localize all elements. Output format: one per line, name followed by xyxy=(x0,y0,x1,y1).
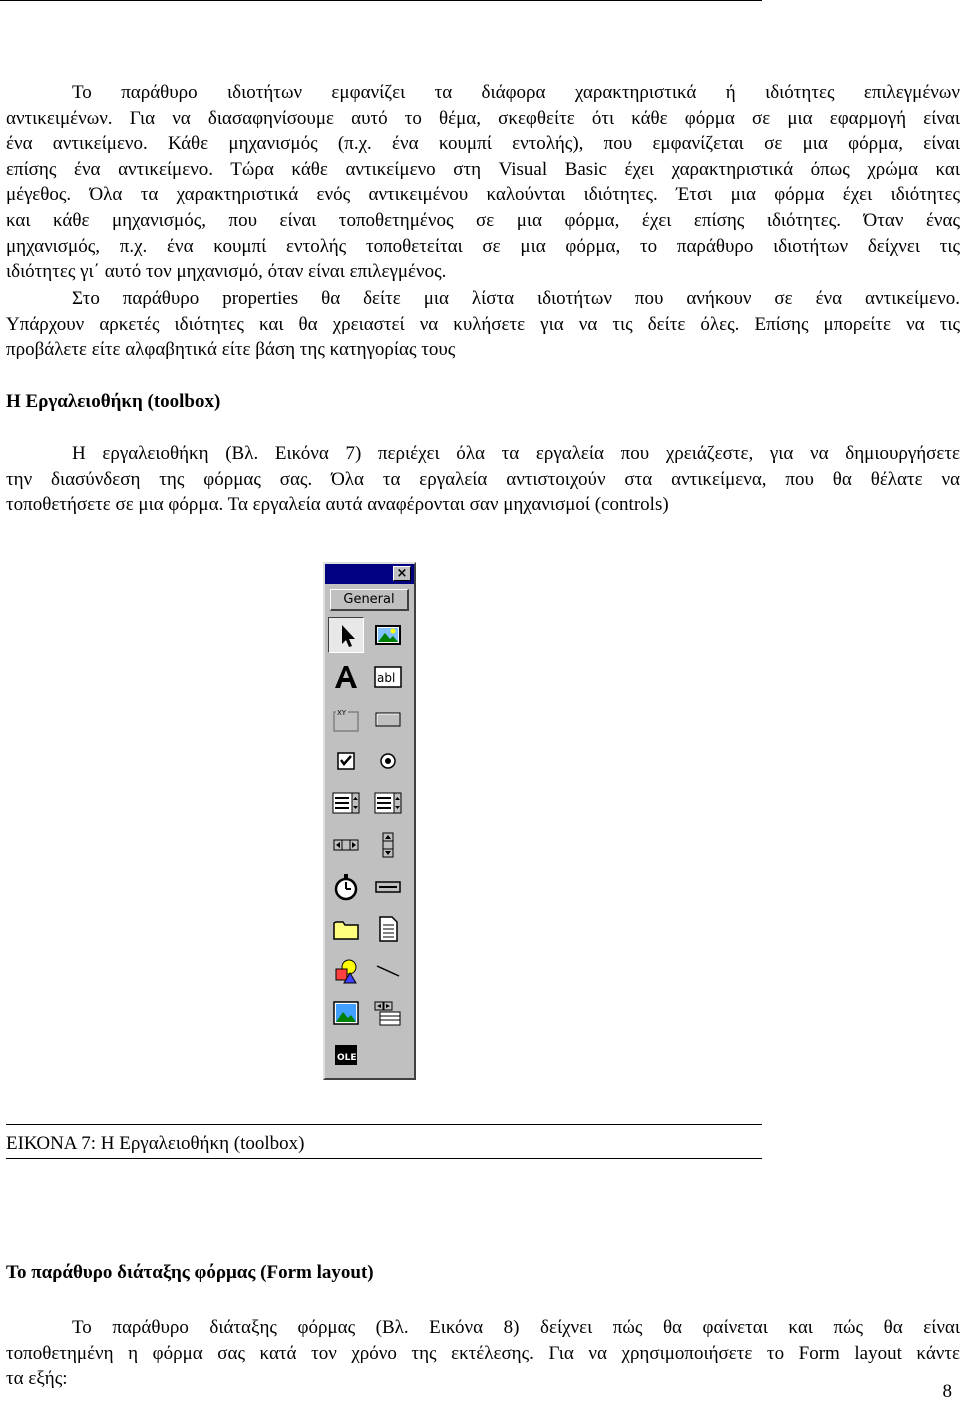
paragraph-line: ιδιότητες γι΄ αυτό τον μηχανισμό, όταν είναι επιλεγμένος. xyxy=(6,261,447,283)
drivelist-tool[interactable] xyxy=(370,869,406,905)
caption-rule-bottom xyxy=(6,1158,762,1159)
line-icon xyxy=(374,957,402,985)
shape-tool[interactable] xyxy=(328,953,364,989)
ole-icon-label: OLE xyxy=(337,1053,357,1063)
checkbox-tool[interactable] xyxy=(328,743,364,779)
toolbox-window xyxy=(323,562,416,1080)
command-button-tool[interactable] xyxy=(370,701,406,737)
option-button-icon xyxy=(374,747,402,775)
dirlist-tool[interactable] xyxy=(328,911,364,947)
drive-icon xyxy=(374,873,402,901)
hscrollbar-tool[interactable] xyxy=(328,827,364,863)
pointer-icon xyxy=(333,622,361,650)
label-tool[interactable] xyxy=(328,659,364,695)
paragraph-line: Στο παράθυρο properties θα δείτε μια λίστα ιδιοτήτων που ανήκουν σε ένα αντικείμενο. xyxy=(72,288,960,309)
listbox-icon xyxy=(374,789,402,817)
form-layout-heading: Το παράθυρο διάταξης φόρμας (Form layout) xyxy=(6,1262,374,1283)
top-rule xyxy=(0,0,762,1)
paragraph-line: την διασύνδεση της φόρμας σας. Όλα τα εργαλεία αντιστοιχούν στα αντικείμενα, που θα θέλατε να xyxy=(6,468,960,490)
page-number: 8 xyxy=(942,1381,952,1402)
folder-icon xyxy=(332,915,360,943)
figure-caption: ΕΙΚΟΝΑ 7: Η Εργαλειοθήκη (toolbox) xyxy=(6,1133,305,1154)
pointer-tool[interactable] xyxy=(328,617,364,653)
combobox-tool[interactable] xyxy=(328,785,364,821)
data-tool[interactable] xyxy=(370,995,406,1031)
paragraph-line: Το παράθυρο διάταξης φόρμας (Βλ. Εικόνα 8) δείχνει πώς θα φαίνεται και πώς θα είναι xyxy=(72,1317,960,1338)
paragraph-line: επίσης ένα αντικείμενο. Τώρα κάθε αντικείμενο στη Visual Basic έχει χαρακτηριστικά όπως χρώμα και xyxy=(6,158,960,180)
close-button[interactable]: × xyxy=(393,566,411,581)
paragraph-line: Η εργαλειοθήκη (Βλ. Εικόνα 7) περιέχει όλα τα εργαλεία που χρειάζεστε, για να δημιουργήσετε xyxy=(72,443,960,464)
form-layout-paragraph xyxy=(6,1315,960,1392)
image-tool[interactable] xyxy=(328,995,364,1031)
frame-tool[interactable] xyxy=(328,701,364,737)
ole-tool[interactable] xyxy=(328,1037,364,1073)
line-tool[interactable] xyxy=(370,953,406,989)
textbox-icon-label: abl xyxy=(377,671,396,685)
file-icon xyxy=(374,915,402,943)
textbox-tool[interactable] xyxy=(370,659,406,695)
timer-tool[interactable] xyxy=(328,869,364,905)
toolbox-heading: Η Εργαλειοθήκη (toolbox) xyxy=(6,391,221,412)
command-button-icon xyxy=(374,705,402,733)
checkbox-icon xyxy=(332,747,360,775)
paragraph-line: μέγεθος. Όλα τα χαρακτηριστικά ενός αντικειμένου καλούνται ιδιότητες. Έτσι μια φόρμα έχει ιδιότητες xyxy=(6,184,960,206)
data-control-icon xyxy=(374,999,402,1027)
paragraph-line: Το παράθυρο ιδιοτήτων εμφανίζει τα διάφορα χαρακτηριστικά ή ιδιότητες επιλεγμένων xyxy=(72,82,960,103)
paragraph-line: Υπάρχουν αρκετές ιδιότητες και θα χρειαστεί να κυλήσετε για να τις δείτε όλες. Επίσης μπορείτε να τις xyxy=(6,313,960,335)
paragraph-line: αντικειμένων. Για να διασαφηνίσουμε αυτό το θέμα, σκεφθείτε ότι κάθε φόρμα σε μια εφαρμογή είναι xyxy=(6,107,960,129)
combobox-icon xyxy=(332,789,360,817)
label-icon xyxy=(332,663,360,691)
ole-icon xyxy=(332,1041,360,1069)
shape-icon xyxy=(332,957,360,985)
tab-general[interactable]: General xyxy=(330,589,409,611)
paragraph-line: τα εξής: xyxy=(6,1368,68,1390)
timer-icon xyxy=(332,873,360,901)
paragraph-line: μηχανισμός, π.χ. ένα κουμπί εντολής τοποθετείται σε μια φόρμα, το παράθυρο ιδιοτήτων δείχνει τις xyxy=(6,235,960,257)
image-icon xyxy=(332,999,360,1027)
vscrollbar-icon xyxy=(374,831,402,859)
option-button-tool[interactable] xyxy=(370,743,406,779)
filelist-tool[interactable] xyxy=(370,911,406,947)
listbox-tool[interactable] xyxy=(370,785,406,821)
paragraph-line: τοποθετήσετε σε μια φόρμα. Τα εργαλεία αυτά αναφέρονται σαν μηχανισμοί (controls) xyxy=(6,494,669,516)
paragraph-line: τοποθετημένη η φόρμα σας κατά τον χρόνο της εκτέλεσης. Για να χρησιμοποιήσετε το Form layout κάντε xyxy=(6,1342,960,1364)
hscrollbar-icon xyxy=(332,831,360,859)
frame-icon-label: XY xyxy=(337,709,347,717)
paragraph-line: και κάθε μηχανισμός, που είναι τοποθετημένος σε μια φόρμα, έχει επίσης ιδιότητες. Όταν ένας xyxy=(6,209,960,231)
frame-icon xyxy=(332,705,360,733)
vscrollbar-tool[interactable] xyxy=(370,827,406,863)
intro-paragraph xyxy=(6,80,960,285)
paragraph-line: προβάλετε είτε αλφαβητικά είτε βάση της κατηγορίας τους xyxy=(6,339,456,361)
picturebox-tool[interactable] xyxy=(370,617,406,653)
toolbox-titlebar[interactable] xyxy=(325,564,414,584)
toolbox-paragraph xyxy=(6,441,960,518)
textbox-icon xyxy=(374,663,402,691)
picturebox-icon xyxy=(374,621,402,649)
paragraph-line: ένα αντικείμενο. Κάθε μηχανισμός (π.χ. ένα κουμπί εντολής), που εμφανίζεται σε μια φόρμα, είναι xyxy=(6,133,960,155)
properties-paragraph xyxy=(6,286,960,363)
caption-rule-top xyxy=(6,1124,762,1125)
